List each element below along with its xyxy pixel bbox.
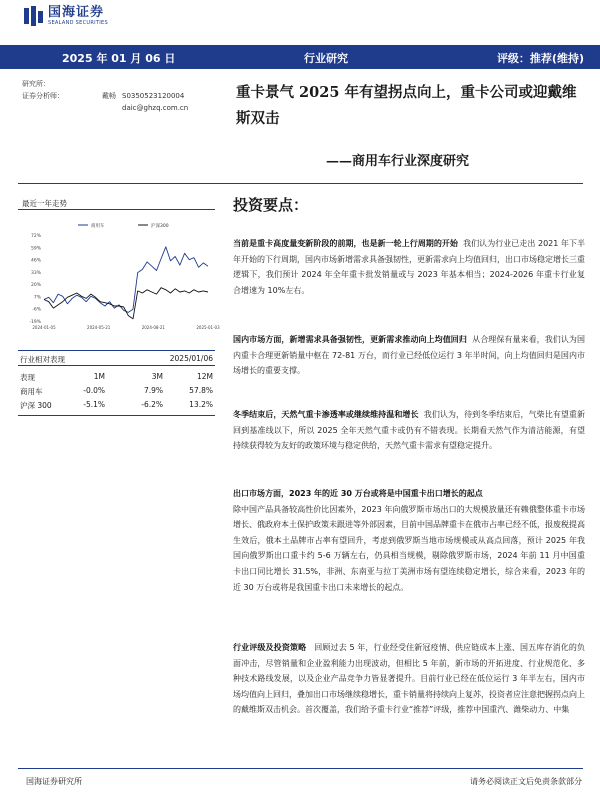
key-point-paragraph [233,332,585,379]
report-date: 2025 年 01 月 06 日 [62,52,176,65]
table-bottom-rule [18,415,215,416]
research-institute-label: 研究所： [22,80,50,88]
performance-date: 2025/01/06 [169,354,213,363]
analyst-info [22,78,212,114]
key-point-body: 我们认为，待到冬季结束后，气柴比有望重新回到基准线以下，所以 2025 全年天然气重卡或仍有不错表现。长期看天然气作为清洁能源，有望持续获得较为友好的政策环境与稳定供给，天然气重卡需求有望稳定提升。 [233,410,586,451]
series-line [44,288,208,319]
footer-disclaimer: 请务必阅读正文后免责条款部分 [470,777,582,786]
report-title: 重卡景气 2025 年有望拐点向上，重卡公司或迎戴维斯双击 [236,84,577,127]
analyst-label: 证券分析师： [22,92,64,100]
footer-divider [18,768,583,769]
x-tick-label: 2024-01-05 [32,325,56,330]
y-tick-label: 72% [30,234,41,239]
key-point-paragraph [233,486,585,595]
y-tick-label: 59% [30,246,41,252]
chart-title: 最近一年走势 [22,199,67,208]
logo-name: 国海证券 [48,5,105,20]
key-point-lead: 出口市场方面，2023 年的近 30 万台或将是中国重卡出口增长的起点 [233,489,483,498]
column-header: 表现 [20,373,35,382]
key-point-lead: 冬季结束后，天然气重卡渗透率或继续维持温和增长 [233,410,419,419]
legend-label: 商用车 [91,224,105,229]
industry-rating: 评级：推荐(维持) [496,52,584,65]
x-tick-label: 2024-05-21 [87,325,111,330]
performance-label: 行业相对表现 [20,355,65,364]
cell-12m: 57.8% [189,386,213,395]
title-divider [18,183,583,184]
analyst-name: 戴畅 [102,92,116,100]
key-point-paragraph [233,407,585,454]
logo-mark-icon [24,6,44,26]
row-name: 沪深 300 [20,401,52,410]
key-points-heading: 投资要点： [233,196,309,214]
table-header-row [18,370,215,384]
y-tick-label: 46% [30,258,41,264]
table-row [18,398,215,412]
x-tick-label: 2025-01-03 [196,325,220,330]
column-header: 3M [151,372,163,381]
footer-institute: 国海证券研究所 [26,777,82,786]
key-point-body: 回顾过去 5 年，行业经受住新冠疫情、供应链成本上涨、国五库存消化的负面冲击，尽管销量和企业盈利能力出现波动，但相比 5 年前，新市场的开拓进度、行业规范化、多种技术路线发展，以及企业产品竞争力皆显著提升。目前行业已经在低位运行 3 年半左右，国内市场均值向上回归，叠加出口市场继续稳增长，重卡销量将持续向上复苏，投资者应注意把握拐点向上的戴维斯双击机会。首次覆盖，我们给予重卡行业“推荐”评级，推荐中国重汽、潍柴动力、中集 [233,643,585,715]
logo-en-name: SEALAND SECURITIES [48,20,108,26]
key-point-lead: 当前是重卡高度量变新阶段的前期，也是新一轮上行周期的开始 [233,239,458,248]
table-row [18,384,215,398]
cell-12m: 13.2% [189,400,213,409]
key-point-body: 除中国产品具备较高性价比因素外，2023 年向俄罗斯市场出口的大规模放量还有赖俄整体重卡市场增长、俄政府本土保护政策未跟进等外部因素，目前中国品牌重卡在俄市占率已经不低，报废税提高生效后，俄本土品牌市占率有望回升，考虑到俄罗斯当地市场规模或从高点回落，预计 2025 年我国向俄罗斯出口重卡约 5-6 万辆左右，仍具相当规模，剔除俄罗斯市场，2024 年前 11 月中国重卡出口同比增长 31.5%，非洲、东南亚与拉丁美洲市场有望连续稳定增长，综合来看，2023 年的近 30 万台或将是我国重卡出口未来增长的起点。 [233,504,585,592]
cell-3m: 7.9% [143,386,163,395]
key-point-paragraph [233,640,585,718]
legend-label: 沪深300 [151,224,169,229]
key-point-paragraph [233,236,585,298]
analyst-email[interactable]: daic@ghzq.com.cn [122,104,189,112]
key-point-lead: 行业评级及投资策略 [233,643,307,652]
y-tick-label: 7% [33,295,41,301]
cell-3m: -6.2% [141,400,163,409]
key-point-body: 从合理保有量来看，我们认为国内重卡合理更新销量中枢在 72-81 万台，而行业已经低位运行 3 年半时间，向上均值回归是国内市场增长的重要支撑。 [233,335,585,376]
column-header: 1M [93,372,105,381]
performance-table [18,370,215,412]
series-line [44,247,208,313]
row-name: 商用车 [20,387,43,396]
sealand-logo [24,2,108,30]
cell-1m: -5.1% [83,400,105,409]
key-point-lead: 国内市场方面，新增需求具备强韧性，更新需求推动向上均值回归 [233,335,467,344]
y-tick-label: 33% [30,270,41,276]
performance-header [18,350,215,366]
x-tick-label: 2024-08-21 [141,325,165,330]
key-point-body: 我们认为行业已走出 2021 年下半年开始的下行周期，国内市场新增需求具备强韧性，更新需求向上均值回归，出口市场稳定增长三重逻辑下，我们预计 2024 年全年重卡批发销量或与 2023 年基本相当；2024-2026 年重卡行业复合增速为 10%左右。 [233,239,585,295]
trend-chart [18,213,220,335]
report-header-bar [0,45,600,69]
report-subtitle: ——商用车行业深度研究 [326,154,470,169]
y-tick-label: -19% [29,320,41,325]
analyst-cert: S0350523120004 [122,92,185,100]
y-tick-label: -6% [32,307,41,313]
cell-1m: -0.0% [83,386,105,395]
report-type: 行业研究 [304,52,348,65]
chart-divider [18,209,215,210]
column-header: 12M [196,372,213,381]
y-tick-label: 20% [30,283,41,289]
